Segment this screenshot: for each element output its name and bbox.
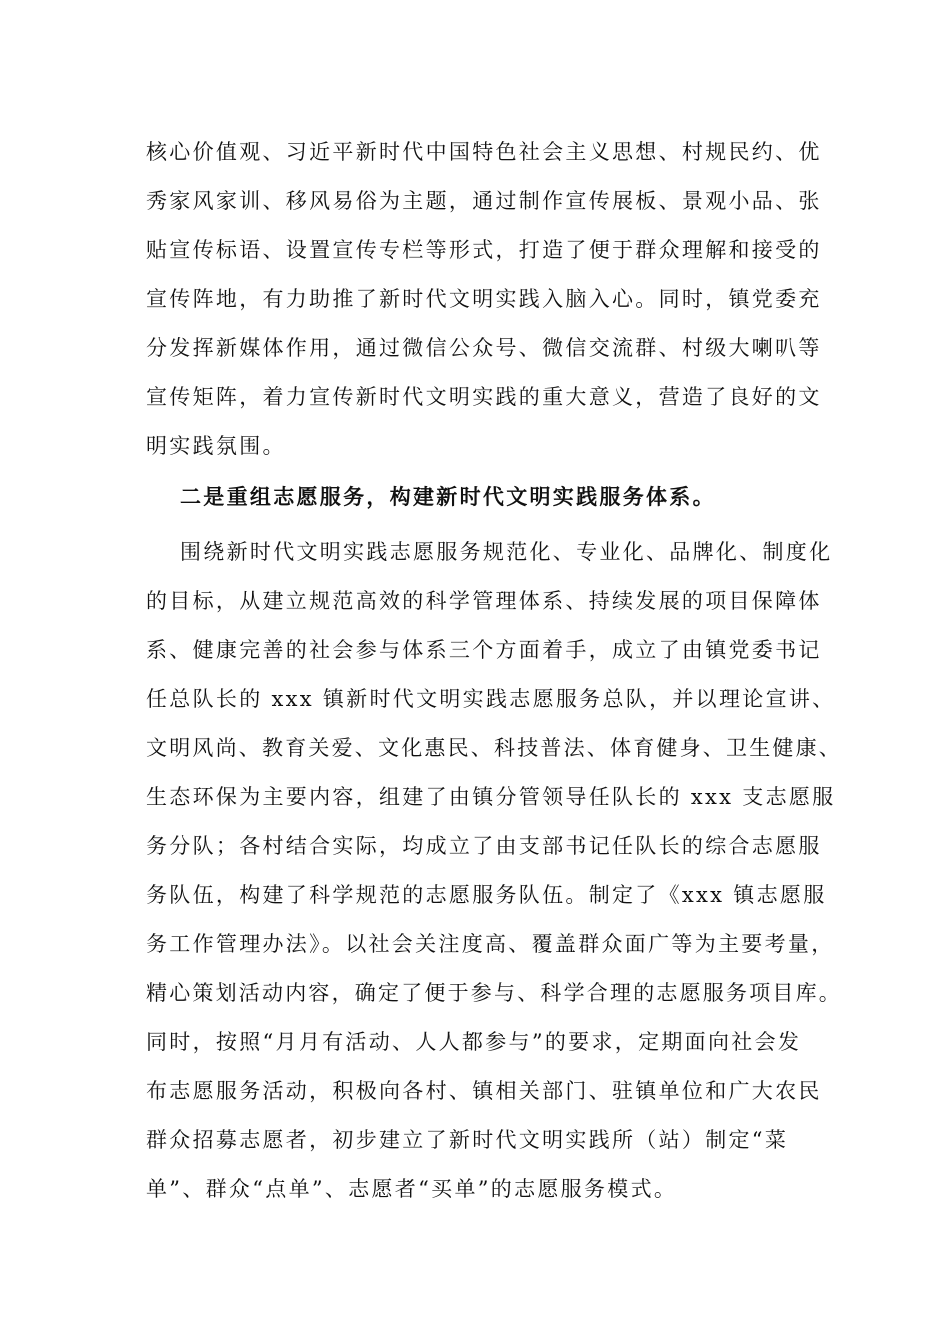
- text-line: 生态环保为主要内容，组建了由镇分管领导任队长的 xxx 支志愿服: [146, 785, 836, 809]
- text-line: 单”、群众“点单”、志愿者“买单”的志愿服务模式。: [146, 1177, 678, 1201]
- text-line: 核心价值观、习近平新时代中国特色社会主义思想、村规民约、优: [146, 140, 822, 164]
- text-line: 贴宣传标语、设置宣传专栏等形式，打造了便于群众理解和接受的: [146, 238, 822, 262]
- text-line: 任总队长的 xxx 镇新时代文明实践志愿服务总队，并以理论宣讲、: [146, 687, 836, 711]
- text-line: 宣传矩阵，着力宣传新时代文明实践的重大意义，营造了良好的文: [146, 385, 822, 409]
- text-line: 秀家风家训、移风易俗为主题，通过制作宣传展板、景观小品、张: [146, 189, 822, 213]
- section-heading: 二是重组志愿服务，构建新时代文明实践服务体系。: [180, 484, 716, 509]
- text-line: 布志愿服务活动，积极向各村、镇相关部门、驻镇单位和广大农民: [146, 1079, 822, 1103]
- text-line: 精心策划活动内容，确定了便于参与、科学合理的志愿服务项目库。: [146, 981, 842, 1005]
- text-line: 明实践氛围。: [146, 434, 286, 458]
- text-line: 系、健康完善的社会参与体系三个方面着手，成立了由镇党委书记: [146, 638, 822, 662]
- text-line: 的目标，从建立规范高效的科学管理体系、持续发展的项目保障体: [146, 589, 822, 613]
- text-line: 分发挥新媒体作用，通过微信公众号、微信交流群、村级大喇叭等: [146, 336, 822, 360]
- text-line: 务工作管理办法》。以社会关注度高、覆盖群众面广等为主要考量，: [146, 932, 835, 956]
- text-line: 文明风尚、教育关爱、文化惠民、科技普法、体育健身、卫生健康、: [146, 736, 842, 760]
- text-line: 围绕新时代文明实践志愿服务规范化、专业化、品牌化、制度化: [180, 540, 833, 564]
- text-line: 务分队；各村结合实际，均成立了由支部书记任队长的综合志愿服: [146, 834, 822, 858]
- text-line: 宣传阵地，有力助推了新时代文明实践入脑入心。同时，镇党委充: [146, 287, 822, 311]
- text-line: 群众招募志愿者，初步建立了新时代文明实践所（站）制定“菜: [146, 1128, 789, 1152]
- text-line: 同时，按照“月月有活动、人人都参与”的要求，定期面向社会发: [146, 1030, 802, 1054]
- text-line: 务队伍，构建了科学规范的志愿服务队伍。制定了《xxx 镇志愿服: [146, 883, 827, 907]
